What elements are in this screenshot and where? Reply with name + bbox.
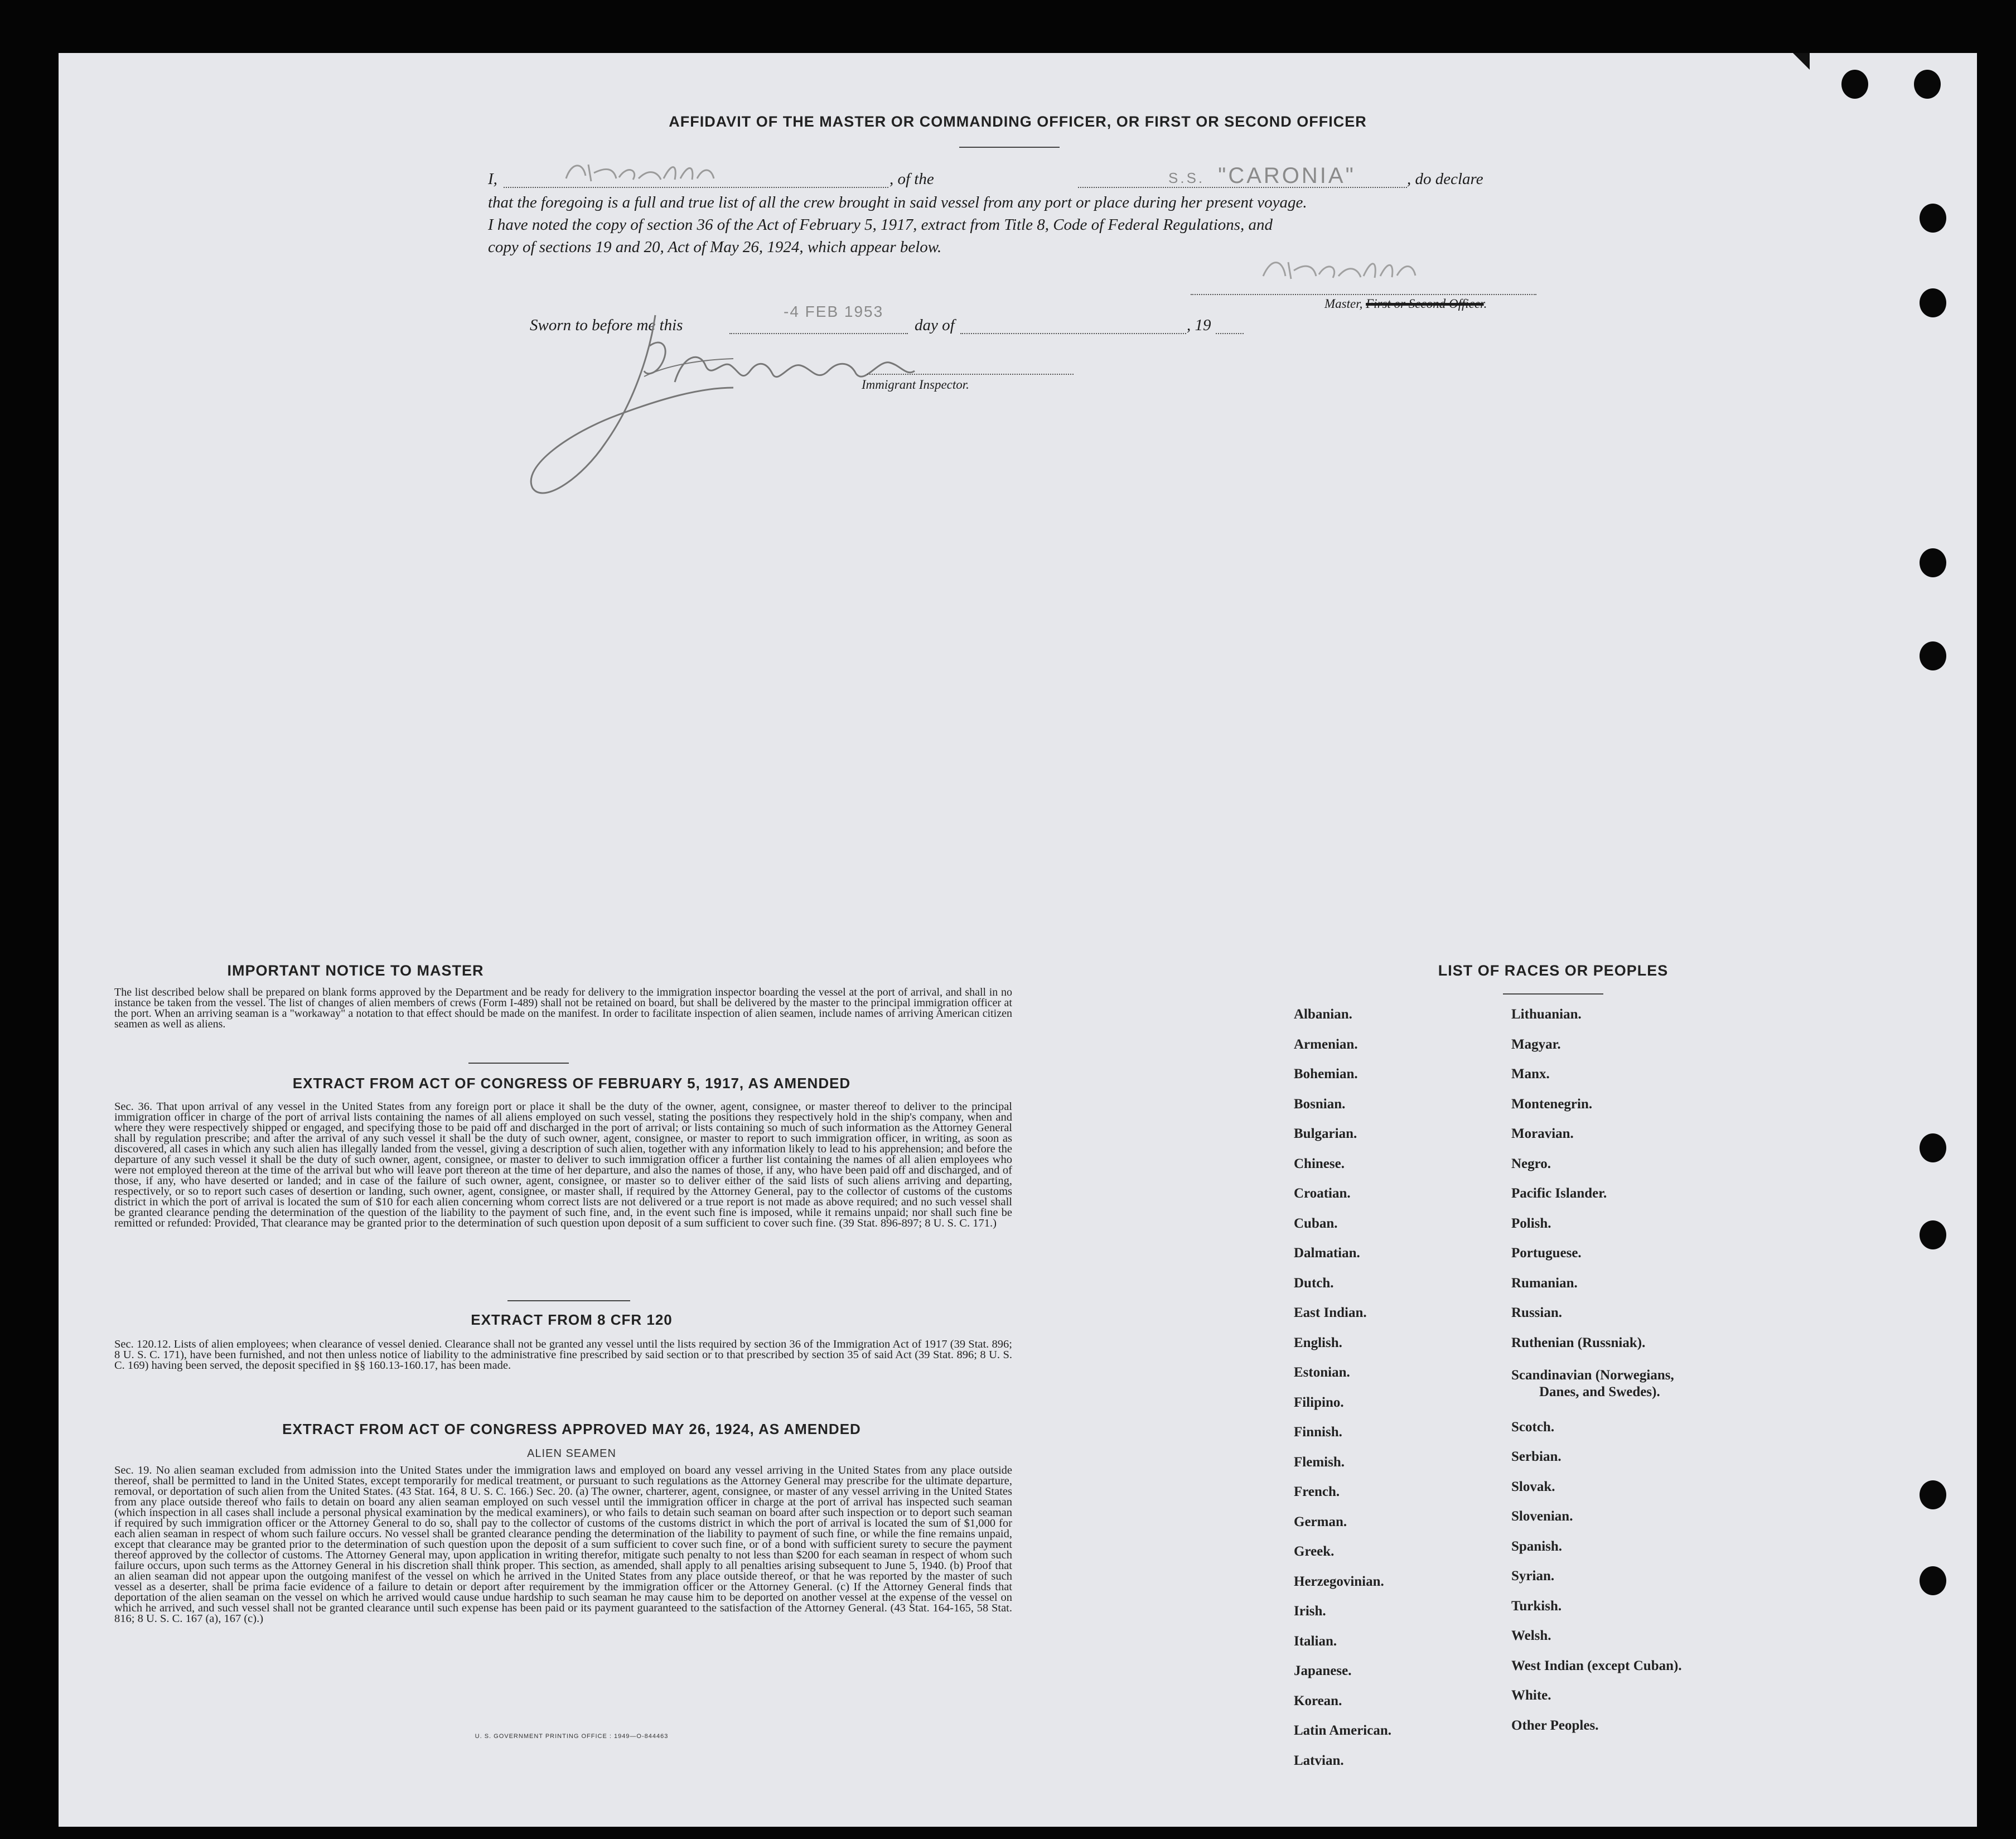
document-page bbox=[59, 53, 1977, 1827]
binder-hole bbox=[1920, 204, 1946, 233]
race-item: Moravian. bbox=[1511, 1126, 1574, 1141]
notice-divider bbox=[468, 1063, 569, 1064]
binder-hole bbox=[1841, 70, 1868, 99]
race-item: Korean. bbox=[1294, 1693, 1342, 1708]
binder-hole bbox=[1920, 1220, 1946, 1249]
race-item: French. bbox=[1294, 1484, 1340, 1499]
race-item: Scotch. bbox=[1511, 1419, 1555, 1435]
binder-hole bbox=[1920, 1133, 1946, 1162]
ship-name: "CARONIA" bbox=[1218, 163, 1356, 188]
master-end: . bbox=[1483, 297, 1487, 311]
do-declare-label: , do declare bbox=[1407, 170, 1483, 188]
races-divider bbox=[1503, 993, 1603, 995]
title-divider bbox=[959, 147, 1060, 148]
binder-hole bbox=[1920, 1566, 1946, 1595]
race-item: East Indian. bbox=[1294, 1305, 1367, 1320]
race-item: Portuguese. bbox=[1511, 1246, 1582, 1261]
race-item: Lithuanian. bbox=[1511, 1007, 1582, 1022]
race-item: Other Peoples. bbox=[1511, 1717, 1599, 1733]
race-item: Italian. bbox=[1294, 1633, 1337, 1649]
master-label: Master, bbox=[1324, 297, 1363, 311]
race-item: Syrian. bbox=[1511, 1568, 1555, 1584]
extract-8cfr-title: EXTRACT FROM 8 CFR 120 bbox=[471, 1311, 673, 1328]
i-label: I, bbox=[488, 170, 497, 188]
race-item: Japanese. bbox=[1294, 1663, 1352, 1678]
race-item: Latvian. bbox=[1294, 1753, 1344, 1768]
race-item: Spanish. bbox=[1511, 1538, 1563, 1554]
race-item: Scandinavian (Norwegians, bbox=[1511, 1367, 1674, 1383]
of-the-label: , of the bbox=[889, 170, 934, 188]
extract-1924-title: EXTRACT FROM ACT OF CONGRESS APPROVED MAY 26, 1924, AS AMENDED bbox=[282, 1421, 861, 1437]
races-title: LIST OF RACES OR PEOPLES bbox=[1438, 962, 1669, 979]
race-item: Slovenian. bbox=[1511, 1509, 1573, 1524]
race-item: Bohemian. bbox=[1294, 1066, 1358, 1082]
inspector-signature bbox=[521, 293, 1023, 527]
race-item: Greek. bbox=[1294, 1544, 1335, 1559]
race-item: Welsh. bbox=[1511, 1628, 1551, 1643]
race-item: Estonian. bbox=[1294, 1365, 1350, 1380]
race-item: Dalmatian. bbox=[1294, 1246, 1360, 1261]
day-of-label: day of bbox=[915, 316, 955, 334]
race-item: Montenegrin. bbox=[1511, 1096, 1593, 1112]
race-item: German. bbox=[1294, 1514, 1347, 1529]
race-item: Ruthenian (Russniak). bbox=[1511, 1335, 1646, 1350]
master-caption bbox=[1324, 297, 1487, 311]
race-item: Armenian. bbox=[1294, 1036, 1358, 1052]
sworn-label: Sworn to before me this bbox=[530, 316, 683, 334]
race-item: English. bbox=[1294, 1335, 1342, 1350]
year-prefix-label: , 19 bbox=[1187, 316, 1211, 334]
master-signature-2 bbox=[1258, 251, 1442, 290]
extract-1917-divider bbox=[507, 1300, 630, 1301]
race-item: Pacific Islander. bbox=[1511, 1186, 1607, 1201]
race-item: White. bbox=[1511, 1688, 1551, 1703]
binder-hole bbox=[1920, 548, 1946, 577]
race-item: Dutch. bbox=[1294, 1275, 1334, 1291]
affidavit-line-2: that the foregoing is a full and true list of all the crew brought in said vessel from any port or place during her present voyage. bbox=[488, 194, 1307, 211]
race-item: Magyar. bbox=[1511, 1036, 1561, 1052]
printer-imprint: U. S. GOVERNMENT PRINTING OFFICE : 1949—O-844463 bbox=[475, 1733, 669, 1740]
affidavit-line-4: copy of sections 19 and 20, Act of May 26, 1924, which appear below. bbox=[488, 238, 942, 256]
race-item: Serbian. bbox=[1511, 1449, 1561, 1464]
race-item-continued: Danes, and Swedes). bbox=[1539, 1384, 1660, 1399]
race-item: Turkish. bbox=[1511, 1598, 1562, 1614]
affidavit-line-3: I have noted the copy of section 36 of the Act of February 5, 1917, extract from Title 8, Code of Federal Regulations, and bbox=[488, 216, 1273, 234]
race-item: Polish. bbox=[1511, 1215, 1551, 1231]
extract-1917-text: Sec. 36. That upon arrival of any vessel in the United States from any foreign port or place it shall be the duty of the owner, agent, consignee, or master thereof to deliver to the principal immigration officer in charge of the port of arrival lists containing the names of all aliens employed on such vessel, stating the positions they respectively hold in the ship's company, when and where they were respectively shipped or engaged, and specifying those to be paid off and discharged in the port of arrival; or lists containing so much of such information as the Attorney General shall by regulation prescribe; and after the arrival of any such vessel it shall be the duty of such owner, agent, consignee, or master to report to such immigration officer, in writing, as soon as discovered, all cases in which any such alien has illegally landed from the vessel, giving a description of such alien, together with any information likely to lead to his apprehension; and before the departure of any such vessel it shall be the duty of such owner, agent, consignee, or master to deliver to such immigration officer a further list containing the names of all alien employees who were not employed thereon at the time of the arrival but who will leave port thereon at the time of her departure, and also the names of those, if any, who have been paid off and discharged, and of those, if any, who have deserted or landed; and in case of the failure of such owner, agent, consignee, or master so to deliver either of the said lists of such aliens arriving and departing, respectively, or so to report such cases of desertion or landing, such owner, agent, consignee, or master shall, if required by the Attorney General, pay to the collector of customs of the customs district in which the port of arrival is located the sum of $10 for each alien concerning whom correct lists are not delivered or a true report is not made as above required; and no such vessel shall be granted clearance pending the determination of the question of the liability to the payment of such fine, and, in the event such fine is imposed, while it remains unpaid; nor shall such fine be remitted or refunded: Provided, That clearance may be granted prior to the determination of such question upon deposit of a sum sufficient to cover such fine. (39 Stat. 896-897; 8 U. S. C. 171.) bbox=[114, 1100, 1012, 1229]
notice-title: IMPORTANT NOTICE TO MASTER bbox=[227, 962, 484, 979]
extract-8cfr-text: Sec. 120.12. Lists of alien employees; when clearance of vessel denied. Clearance shall not be granted any vessel until the lists required by section 36 of the Immigration Act of 1917 (39 Stat. 896; 8 U. S. C. 171), have been furnished, and not then unless notice of liability to the administrative fine prescribed by said section or to that prescribed by section 35 of said Act (39 Stat. 896; 8 U. S. C. 169) having been served, the deposit specified in §§ 160.13-160.17, has been made. bbox=[114, 1338, 1012, 1372]
inspector-signature-line bbox=[867, 374, 1074, 375]
master-signature-1 bbox=[560, 156, 739, 190]
race-item: West Indian (except Cuban). bbox=[1511, 1658, 1682, 1673]
race-item: Cuban. bbox=[1294, 1215, 1338, 1231]
notice-text: The list described below shall be prepared on blank forms approved by the Department and be ready for delivery to the immigration inspector boarding the vessel at the port of arrival, and shall in no instance be taken from the vessel. The list of changes of alien members of crews (Form I-489) shall not be retained on board, but shall be delivered by the master to the principal immigration officer at the port. When an arriving seaman is a "workaway" a notation to that effect should be made on the manifest. In order to facilitate inspection of alien seamen, include names of arriving American citizen seamen as well as aliens. bbox=[114, 986, 1012, 1030]
sworn-year-field bbox=[1216, 333, 1244, 334]
race-item: Irish. bbox=[1294, 1604, 1326, 1619]
race-item: Manx. bbox=[1511, 1066, 1550, 1082]
race-item: Negro. bbox=[1511, 1156, 1551, 1171]
race-item: Bulgarian. bbox=[1294, 1126, 1357, 1141]
race-item: Croatian. bbox=[1294, 1186, 1351, 1201]
affidavit-title: AFFIDAVIT OF THE MASTER OR COMMANDING OFFICER, OR FIRST OR SECOND OFFICER bbox=[669, 113, 1367, 130]
inspector-caption: Immigrant Inspector. bbox=[862, 378, 969, 392]
ship-stamp bbox=[1168, 163, 1356, 189]
race-item: Bosnian. bbox=[1294, 1096, 1346, 1112]
race-item: Herzegovinian. bbox=[1294, 1573, 1384, 1589]
binder-hole bbox=[1920, 288, 1946, 317]
binder-hole bbox=[1920, 1480, 1946, 1509]
extract-1917-title: EXTRACT FROM ACT OF CONGRESS OF FEBRUARY 5, 1917, AS AMENDED bbox=[292, 1075, 851, 1092]
date-stamp: -4 FEB 1953 bbox=[784, 303, 884, 320]
extract-1924-subtitle: ALIEN SEAMEN bbox=[527, 1447, 616, 1460]
race-item: Filipino. bbox=[1294, 1394, 1344, 1410]
race-item: Finnish. bbox=[1294, 1425, 1342, 1440]
race-item: Slovak. bbox=[1511, 1479, 1555, 1494]
corner-fold bbox=[1793, 53, 1815, 75]
race-item: Chinese. bbox=[1294, 1156, 1345, 1171]
race-item: Russian. bbox=[1511, 1305, 1563, 1320]
officer-struck: First or Second Officer bbox=[1366, 297, 1484, 311]
ship-prefix: S.S. bbox=[1168, 170, 1205, 186]
binder-hole bbox=[1914, 70, 1941, 99]
race-item: Albanian. bbox=[1294, 1007, 1352, 1022]
race-item: Latin American. bbox=[1294, 1723, 1391, 1738]
race-item: Flemish. bbox=[1294, 1454, 1345, 1470]
race-item: Rumanian. bbox=[1511, 1275, 1578, 1291]
binder-hole bbox=[1920, 641, 1946, 670]
master-signature-line bbox=[1191, 294, 1536, 295]
extract-1924-text: Sec. 19. No alien seaman excluded from admission into the United States under the immigration laws and employed on board any vessel arriving in the United States from any place outside thereof, shall be permitted to land in the United States, except temporarily for medical treatment, or pursuant to such regulations as the Attorney General may prescribe for the ultimate departure, removal, or deportation of such alien from the United States. (43 Stat. 164, 8 U. S. C. 166.) Sec. 20. (a) The owner, charterer, agent, consignee, or master of any vessel arriving in the United States from any place outside thereof who fails to detain on board any alien seaman employed on such vessel until the immigration officer in charge at the port of arrival has inspected such seaman (which inspection in all cases shall include a personal physical examination by the medical examiners), or who fails to detain such seaman on board after such inspection or to deport such seaman if required by such immigration officer or the Attorney General to do so, shall pay to the collector of customs of the customs district in which the port of arrival is located the sum of $1,000 for each alien seaman in respect of whom such failure occurs. No vessel shall be granted clearance pending the determination of the liability to payment of such fine, or while the fine remains unpaid, except that clearance may be granted prior to the determination of such question upon the deposit of a sum sufficient to cover such fine, or of a bond with sufficient surety to secure the payment thereof approved by the collector of customs. The Attorney General may, upon application in writing therefor, mitigate such penalty to not less than $200 for each seaman in respect of whom such failure occurs, upon such terms as the Attorney General in his discretion shall think proper. This section, as amended, shall apply to all penalties arising subsequent to June 5, 1940. (b) Proof that an alien seaman did not appear upon the outgoing manifest of the vessel on which he arrived in the United States from any place outside thereof, or that he was reported by the master of such vessel as a deserter, shall be prima facie evidence of a failure to detain or deport after requirement by the immigration officer or the Attorney General. (c) If the Attorney General finds that deportation of the alien seaman on the vessel on which he arrived would cause undue hardship to such seaman he may cause him to be deported on another vessel at the expense of the vessel on which he arrived, and such vessel shall not be granted clearance until such expense has been paid or its payment guaranteed to the satisfaction of the Attorney General. (43 Stat. 164-165, 58 Stat. 816; 8 U. S. C. 167 (a), 167 (c).) bbox=[114, 1464, 1012, 1625]
